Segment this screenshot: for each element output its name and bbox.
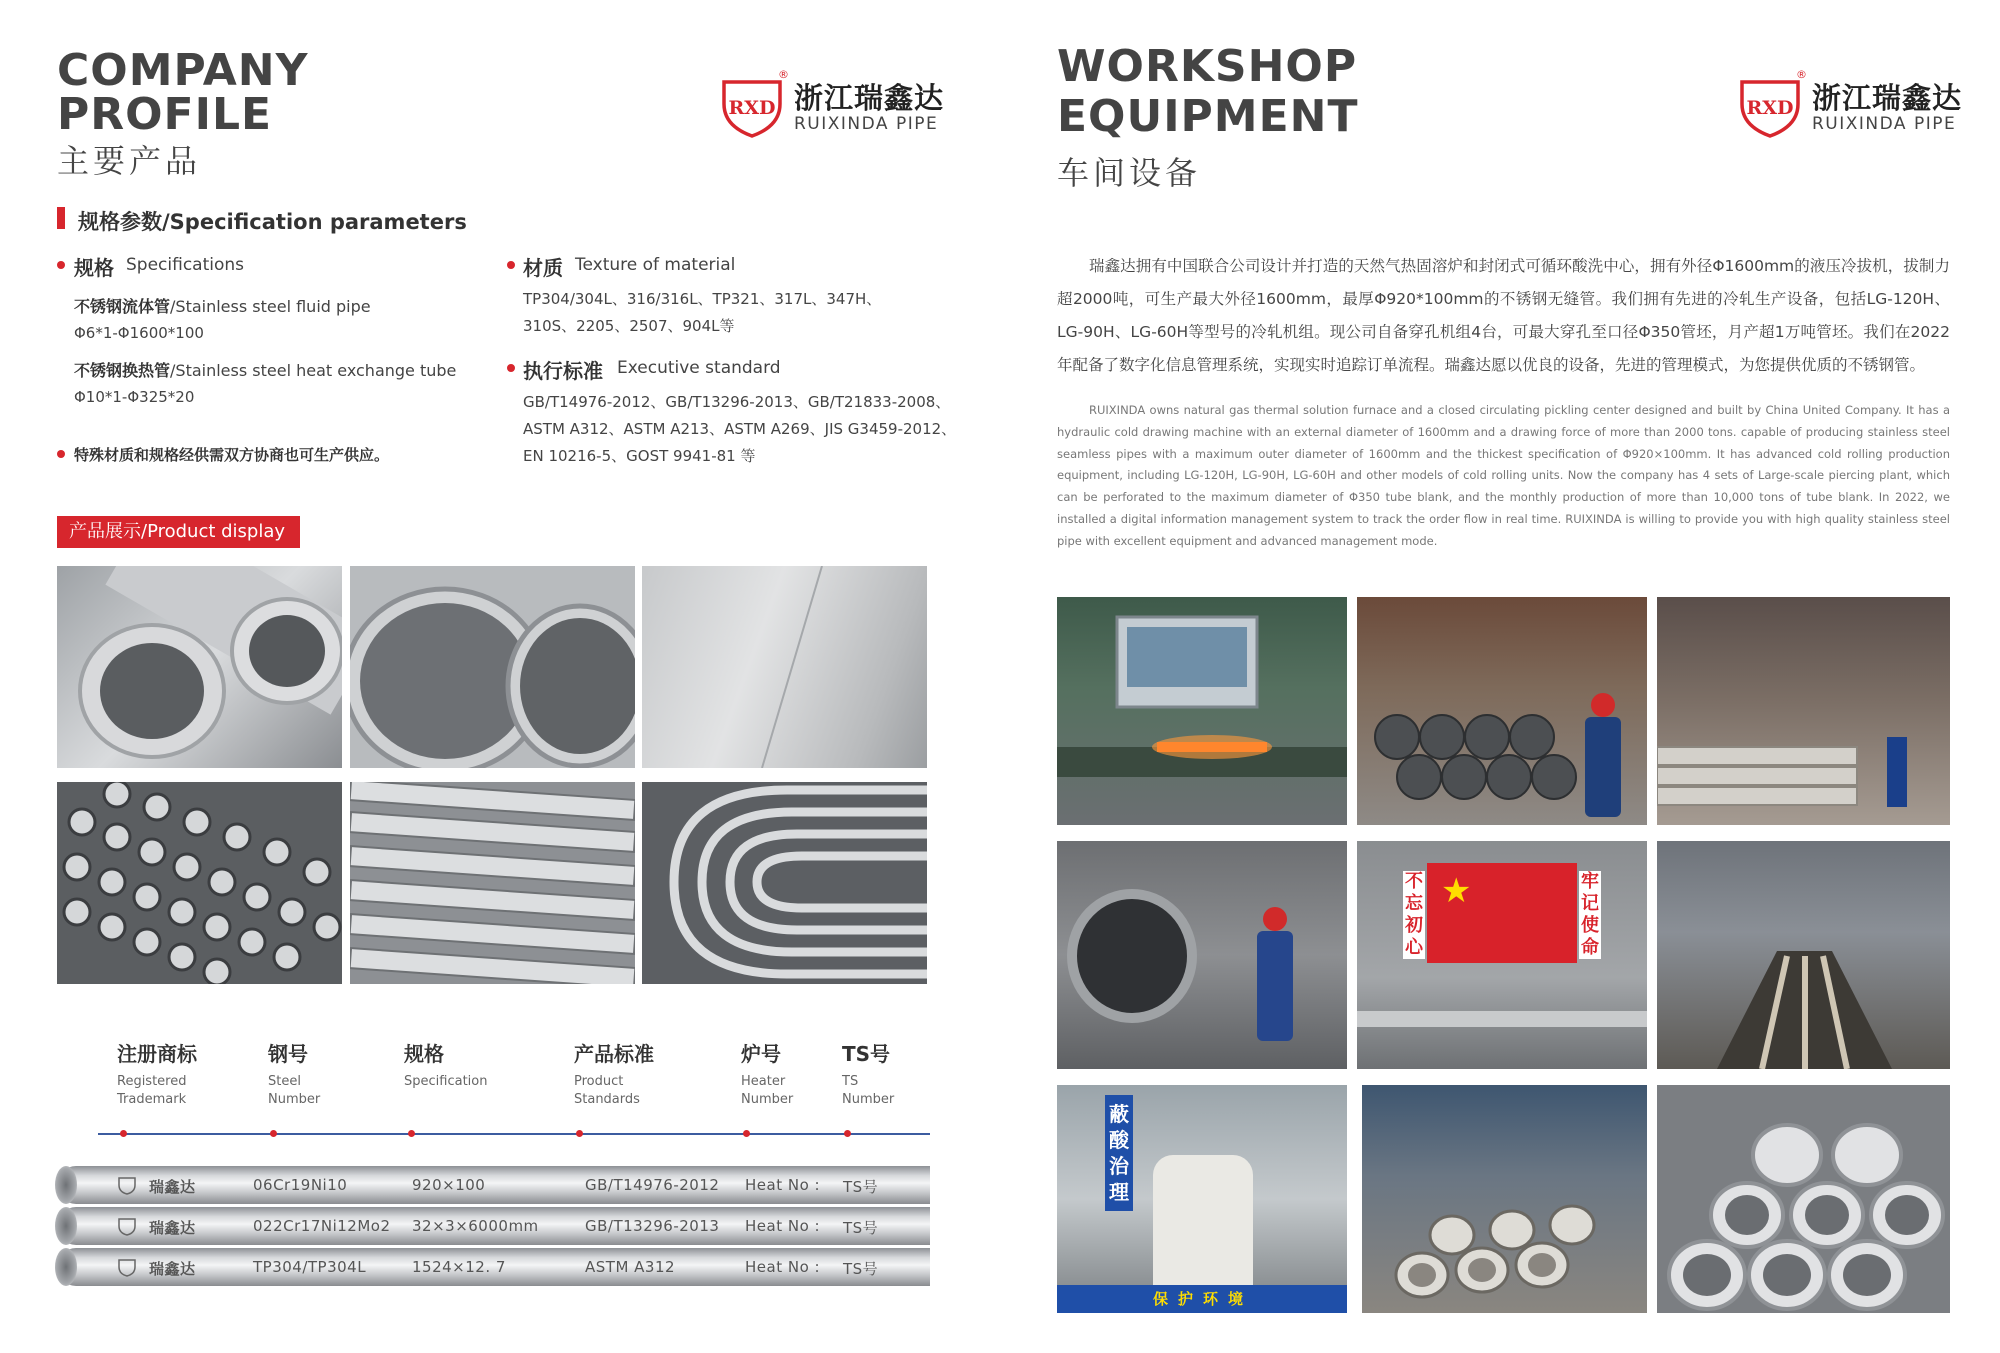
header-cn: 产品标准 [574, 1042, 654, 1066]
spec-item-range: Φ10*1-Φ325*20 [74, 388, 195, 406]
spec-item-name-en: /Stainless steel heat exchange tube [170, 361, 457, 380]
cell-spec: 920×100 [412, 1176, 486, 1194]
standard-line: EN 10216-5、GOST 9941-81 等 [523, 447, 756, 465]
rxd-emblem-icon [720, 74, 784, 138]
header-en [117, 1073, 197, 1109]
product-photo-large-pipes [350, 566, 635, 768]
bullet-dot [507, 261, 515, 269]
banner-left: 不忘初心 [1405, 871, 1423, 958]
section-marker-bar [57, 207, 65, 229]
header-cn: 规格 [404, 1042, 444, 1066]
cell-spec: 1524×12. 7 [412, 1258, 506, 1276]
table-header-steel-number [268, 1038, 320, 1109]
cell-standard: ASTM A312 [585, 1258, 676, 1276]
table-row [57, 1207, 930, 1245]
workshop-photo-environment [1057, 1085, 1347, 1313]
page-title-cn: 车间设备 [1057, 154, 1202, 192]
workshop-photo-pit [1657, 841, 1950, 1069]
material-label-en: Texture of material [575, 255, 736, 275]
spec-item-heat-exchange-tube [74, 358, 456, 381]
workshop-photo-pipe-yard [1362, 1085, 1647, 1313]
standard-line: ASTM A312、ASTM A213、ASTM A269、JIS G3459-2012、 [523, 420, 957, 438]
product-photo-long-tubes [350, 782, 635, 984]
page-title-profile: PROFILE [57, 89, 273, 140]
cell-heat: Heat No : [745, 1217, 821, 1235]
timeline-dot [120, 1130, 127, 1137]
cell-spec: 32×3×6000mm [412, 1217, 539, 1235]
spec-section-heading: 规格参数/Specification parameters [78, 210, 467, 234]
national-flag [1427, 863, 1577, 963]
emblem-text: RXD [728, 97, 776, 119]
header-en [404, 1073, 487, 1091]
cell-steel: TP304/TP304L [253, 1258, 367, 1276]
header-en-line: Trademark [117, 1092, 187, 1107]
spec-item-range: Φ6*1-Φ1600*100 [74, 324, 204, 342]
logo-name-en: RUIXINDA PIPE [794, 114, 939, 134]
table-header-specification [404, 1038, 487, 1091]
material-label-cn: 材质 [523, 256, 563, 280]
spec-item-name-cn: 不锈钢流体管 [74, 297, 171, 316]
workshop-photo-tube-storage [1657, 597, 1950, 825]
header-en-line: Number [741, 1092, 794, 1107]
rxd-mini-emblem-icon [117, 1216, 137, 1236]
timeline-dot [844, 1130, 851, 1137]
company-logo [720, 68, 950, 148]
workshop-description-cn: 瑞鑫达拥有中国联合公司设计并打造的天然气热固溶炉和封闭式可循环酸洗中心，拥有外径Φ1600mm的液压冷拔机，拔制力超2000吨，可生产最大外径1600mm，最厚Φ920*100mm的不锈钢无缝管。我们拥有先进的冷轧生产设备，包括LG-120H、LG-90H、LG-60H等型号的冷轧机组。现公司自备穿孔机组4台，可最大穿孔至口径Φ350管坯，月产超1万吨管坯。我们在2022年配备了数字化信息管理系统，实现实时追踪订单流程。瑞鑫达愿以优良的设备，先进的管理模式，为您提供优质的不锈钢管。 [1057, 257, 1950, 374]
cell-steel: 022Cr17Ni12Mo2 [253, 1217, 391, 1235]
page-title-equipment: EQUIPMENT [1057, 91, 1359, 142]
header-en-line: Steel [268, 1074, 301, 1089]
page-title-workshop: WORKSHOP [1057, 41, 1358, 92]
page-title-company: COMPANY [57, 45, 309, 96]
pipe-shape [1357, 1011, 1647, 1027]
registered-mark: ® [1796, 68, 1807, 81]
table-header-product-standards [574, 1038, 654, 1109]
special-note: 特殊材质和规格经供需双方协商也可生产供应。 [74, 446, 390, 464]
table-row [57, 1166, 930, 1204]
cell-brand: 瑞鑫达 [149, 1219, 196, 1237]
cell-ts: TS号 [843, 1260, 879, 1278]
logo-name-cn: 浙江瑞鑫达 [794, 81, 945, 115]
header-en [574, 1073, 654, 1109]
header-en-line: Heater [741, 1074, 786, 1089]
sign-vertical: 蔽酸治理 [1105, 1095, 1133, 1211]
header-en-line: Number [842, 1092, 895, 1107]
pipe-end-cap [55, 1166, 77, 1204]
standard-label-cn: 执行标准 [523, 359, 603, 383]
bullet-dot [57, 261, 65, 269]
workshop-photo-finished-pipes [1657, 1085, 1950, 1313]
banner-right: 牢记使命 [1581, 871, 1599, 958]
specs-label-cn: 规格 [74, 256, 114, 280]
header-en-line: Number [268, 1092, 321, 1107]
workshop-photo-pickling [1057, 841, 1347, 1069]
standard-label-en: Executive standard [617, 358, 781, 378]
workshop-photo-flag-wall [1357, 841, 1647, 1069]
cell-heat: Heat No : [745, 1258, 821, 1276]
header-en-line: Product [574, 1074, 624, 1089]
material-line: TP304/304L、316/316L、TP321、317L、347H、 [523, 290, 882, 308]
workshop-photo-furnace [1057, 597, 1347, 825]
header-en-line: TS [842, 1074, 859, 1089]
header-en-line: Standards [574, 1092, 640, 1107]
cell-brand: 瑞鑫达 [149, 1178, 196, 1196]
workshop-photo-pipe-stack [1357, 597, 1647, 825]
header-en [842, 1073, 894, 1109]
timeline-dot [408, 1130, 415, 1137]
product-photo-u-bend-tubes [642, 782, 927, 984]
star-icon: ★ [1441, 871, 1472, 911]
sign-bottom: 保护环境 [1057, 1285, 1347, 1313]
spec-item-name-en: /Stainless steel fluid pipe [170, 297, 371, 316]
bullet-dot [57, 450, 65, 458]
header-en-line: Specification [404, 1074, 488, 1089]
product-display-badge: 产品展示/Product display [57, 516, 300, 548]
pipe-end-cap [55, 1207, 77, 1245]
material-line: 310S、2205、2507、904L等 [523, 317, 735, 335]
header-cn: 钢号 [268, 1042, 308, 1066]
cell-brand: 瑞鑫达 [149, 1260, 196, 1278]
timeline-dot [743, 1130, 750, 1137]
rxd-mini-emblem-icon [117, 1257, 137, 1277]
company-logo [1738, 68, 1968, 148]
header-cn: 炉号 [741, 1042, 781, 1066]
product-photo-tube-bundle [57, 782, 342, 984]
page-title-cn: 主要产品 [57, 142, 202, 180]
logo-name-cn: 浙江瑞鑫达 [1812, 81, 1963, 115]
cell-standard: GB/T13296-2013 [585, 1217, 720, 1235]
table-row [57, 1248, 930, 1286]
header-cn: 注册商标 [117, 1042, 197, 1066]
cell-ts: TS号 [843, 1178, 879, 1196]
header-en [741, 1073, 793, 1109]
workshop-description-en: RUIXINDA owns natural gas thermal solution furnace and a closed circulating pickling center designed and built by China United Company. It has a hydraulic cold drawing machine with an external diameter of 1600mm and a drawing force of more than 2000 tons. capable of producing stainless steel seamless pipes with a maximum outer diameter of 1600mm and the thickest specification of Φ920×100mm. It has advanced cold rolling production equipment, including LG-120H, LG-90H, LG-60H and other models of cold rolling units. Now the company has 4 sets of Large-scale piercing plant, which can be perforated to the maximum diameter of Φ350 tube blank, and the monthly production of more than 10,000 tons of tube blank. In 2022, we installed a digital information management system to track the order flow in real time. RUIXINDA is willing to provide you with high quality stainless steel pipe with excellent equipment and advanced management mode. [1057, 403, 1950, 548]
header-en [268, 1073, 320, 1109]
spec-item-name-cn: 不锈钢换热管 [74, 361, 171, 380]
bullet-dot [507, 364, 515, 372]
registered-mark: ® [778, 68, 789, 81]
product-photo-pipe-ends [57, 566, 342, 768]
timeline-dot [270, 1130, 277, 1137]
cell-ts: TS号 [843, 1219, 879, 1237]
timeline-dot [576, 1130, 583, 1137]
pipe-end-cap [55, 1248, 77, 1286]
cell-standard: GB/T14976-2012 [585, 1176, 720, 1194]
rxd-emblem-icon [1738, 74, 1802, 138]
standard-line: GB/T14976-2012、GB/T13296-2013、GB/T21833-2008、 [523, 393, 951, 411]
spec-item-fluid-pipe [74, 294, 371, 317]
header-en-line: Registered [117, 1074, 187, 1089]
rxd-mini-emblem-icon [117, 1175, 137, 1195]
specs-label-en: Specifications [126, 255, 245, 275]
table-header-trademark [117, 1038, 197, 1109]
emblem-text: RXD [1746, 97, 1794, 119]
table-header-heater-number [741, 1038, 793, 1109]
header-timeline-line [98, 1133, 930, 1135]
product-photo-pipe-surface [642, 566, 927, 768]
cell-heat: Heat No : [745, 1176, 821, 1194]
tank-shape [1153, 1155, 1253, 1285]
header-cn: TS号 [842, 1042, 891, 1066]
logo-name-en: RUIXINDA PIPE [1812, 114, 1957, 134]
cell-steel: 06Cr19Ni10 [253, 1176, 348, 1194]
table-header-ts-number [842, 1038, 894, 1109]
